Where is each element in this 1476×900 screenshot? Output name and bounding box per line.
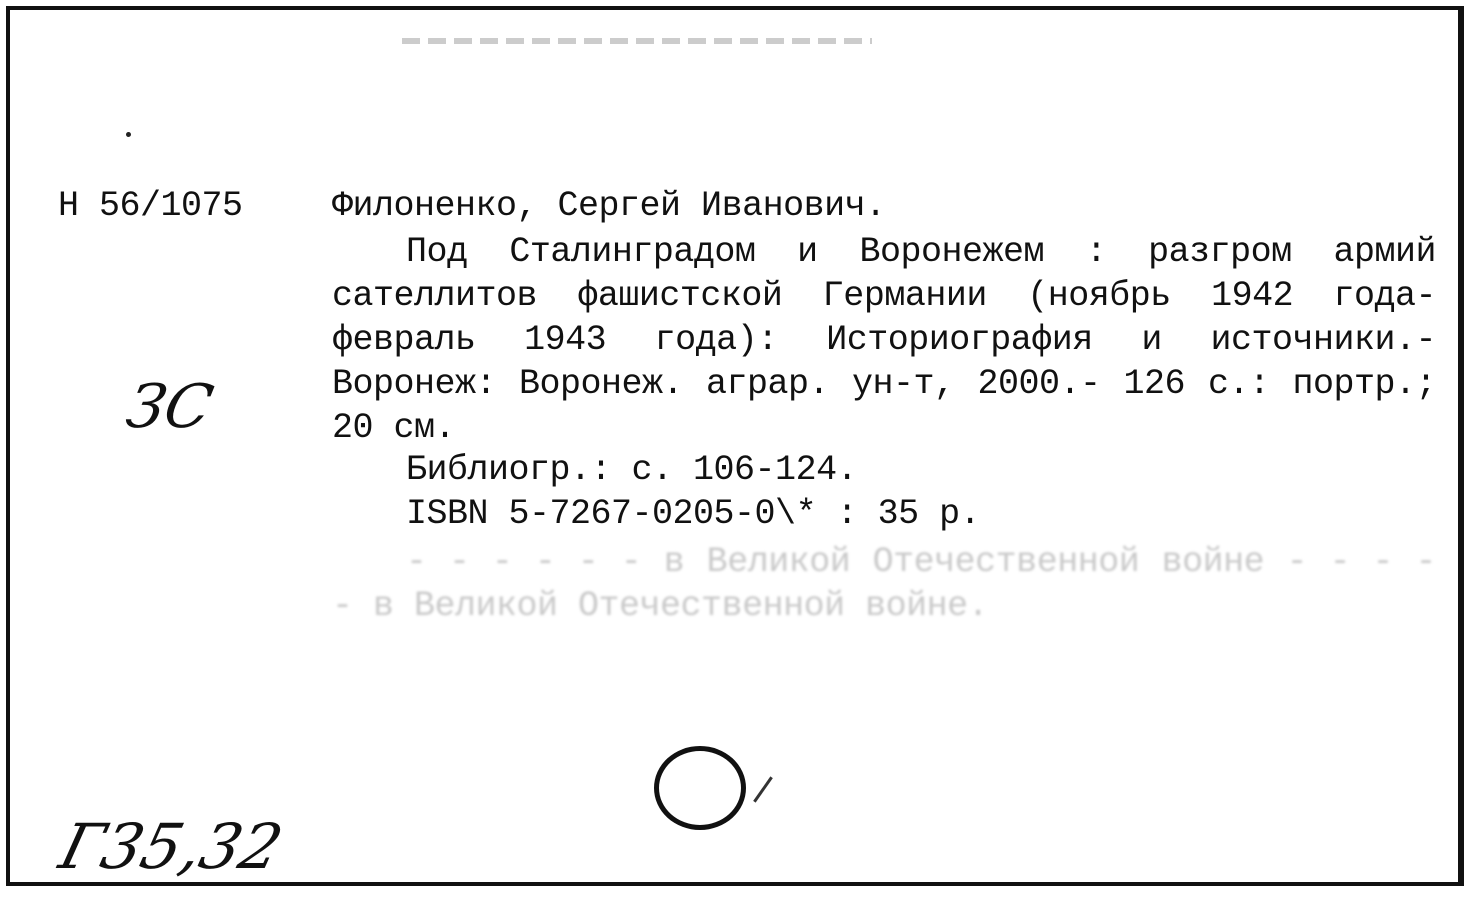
top-faded-line [402,38,872,44]
isbn-price: ISBN 5-7267-0205-0\* : 35 р. [406,494,981,534]
handwritten-marginal-code: ЗС [120,372,219,442]
bibliography-note: Библиогр.: с. 106-124. [406,450,858,490]
catalog-card [6,6,1464,886]
ink-speck [126,132,131,137]
faded-subject-headings: - - - - - - в Великой Отечественной войне - - - - - в Великой Отечественной войне. [332,542,1436,626]
author-heading: Филоненко, Сергей Иванович. [332,186,886,226]
handwritten-classification-code: Г35,32 [52,810,290,883]
shelf-mark: Н 56/1075 [58,186,243,226]
punch-hole-mark [753,776,773,802]
punch-hole [654,746,746,830]
title-description: Под Сталинградом и Воронежем : разгром армий сателлитов фашистской Германии (ноябрь 1942 года- февраль 1943 года): Историография и источники.- Воронеж: Воронеж. аграр. ун-т, 2000.- 126 с.: портр.; 20 см. [332,232,1436,448]
